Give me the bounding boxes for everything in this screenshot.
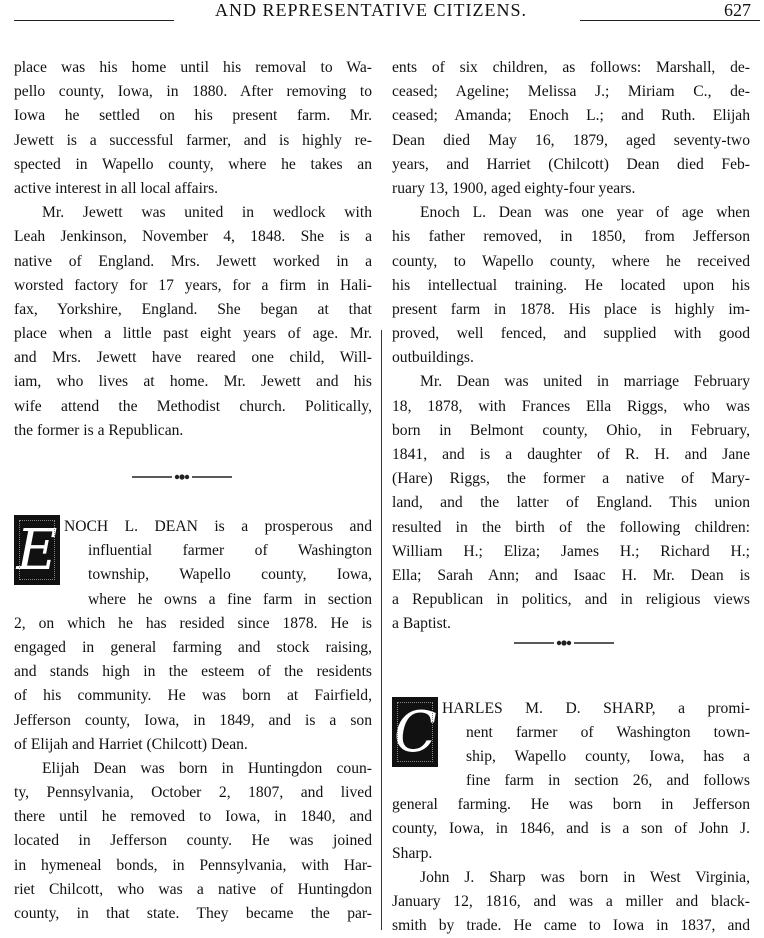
text-line: outbuildings. [392,349,474,367]
text-line: Iowa he settled on his present farm. Mr. [14,107,372,125]
text-line: his father removed, in 1850, from Jefferson [392,228,750,246]
column-divider [381,330,382,930]
running-title: AND REPRESENTATIVE CITIZENS. [215,0,528,20]
text-line: John J. Sharp was born in West Virginia, [420,868,750,886]
text-line: years, and Harriet (Chilcott) Dean died Feb- [392,155,750,173]
text-line: of Elijah and Harriet (Chilcott) Dean. [14,735,248,753]
text-line: a Baptist. [392,615,451,633]
text-line: fax, Yorkshire, England. She began at that [14,300,372,318]
text-line: place was his home until his removal to Wa- [14,59,372,76]
text-line: William H.; Eliza; James H.; Richard H.; [392,542,750,560]
text-line: Enoch L. Dean was one year of age when [420,204,750,222]
text-line: of his community. He was born at Fairfield, [14,687,372,705]
text-line: nent farmer of Washington town- [466,723,750,741]
enoch-dean-paragraph [14,515,372,612]
text-line: fine farm in section 26, and follows [466,772,750,790]
text-line: Ella; Sarah Ann; and Isaac H. Mr. Dean is [392,566,750,584]
text-line: place when a little past eight years of age. Mr. [14,325,372,343]
text-line: iam, who lives at home. Mr. Jewett and his [14,373,372,391]
text-line: pello county, Iowa, in 1880. After removing to [14,83,372,101]
text-line: Mr. Jewett was united in wedlock with [42,204,372,222]
text-line: there until he removed to Iowa, in 1840, and [14,808,372,826]
right-column [392,56,750,938]
text-line: active interest in all local affairs. [14,179,219,197]
text-line: smith by trade. He came to Iowa in 1837, and [392,917,750,935]
text-line: located in Jefferson county. He was joined [14,832,372,850]
text-line: engaged in general farming and stock raising, [14,638,372,656]
text-line: born in Belmont county, Ohio, in February, [392,421,750,439]
text-line: township, Wapello county, Iowa, [88,566,372,584]
text-line: 18, 1878, with Frances Ella Riggs, who was [392,397,750,415]
text-line: wife attend the Methodist church. Politically, [14,397,372,415]
text-line: Jewett is a successful farmer, and is highly re- [14,131,372,149]
text-line: present farm in 1878. His place is highly im- [392,300,750,318]
text-line: ceased; Ageline; Melissa J.; Miriam C., de- [392,83,750,101]
text-line: county, Iowa, in 1846, and is a son of John J. [392,820,750,838]
dropcap-e: E [14,515,60,585]
charles-sharp-paragraph [392,697,750,794]
text-line: Sharp. [392,844,433,862]
text-line: ceased; Amanda; Enoch L.; and Ruth. Elijah [392,107,750,125]
ornament-rule-icon [132,471,232,483]
text-line: ents of six children, as follows: Marshall, de- [392,59,750,76]
text-line: county, to Wapello county, where he received [392,252,750,270]
left-column [14,56,372,926]
page-header [0,0,764,24]
text-line: 2, on which he has resided since 1878. He is [14,614,372,632]
text-line: ruary 13, 1900, aged eighty-four years. [392,179,636,197]
text-line: native of England. Mrs. Jewett worked in a [14,252,372,270]
text-line: Jefferson county, Iowa, in 1849, and is a son [14,711,372,729]
dropcap-c: C [392,697,438,767]
text-line: 1841, and is a daughter of R. H. and Jane [392,446,750,463]
text-line: general farming. He was born in Jefferson [392,796,750,814]
text-line: county, in that state. They became the par- [14,905,372,922]
section-ornament [14,443,372,515]
text-line: and stands high in the esteem of the residents [14,663,372,681]
text-line: NOCH L. DEAN is a prosperous and [64,518,372,535]
text-line: influential farmer of Washington [88,542,372,560]
text-line: Elijah Dean was born in Huntingdon coun- [42,759,372,777]
text-line: (Hare) Riggs, the former a native of Mary- [392,470,750,488]
text-line: HARLES M. D. SHARP, a promi- [442,699,750,717]
text-line: proved, well fenced, and supplied with good [392,325,750,343]
text-line: his intellectual training. He located upon his [392,276,750,294]
text-line: Leah Jenkinson, November 4, 1848. She is a [14,228,372,246]
header-rule-left [14,20,174,21]
ornament-rule-icon [514,637,614,649]
text-line: riet Chilcott, who was a native of Huntingdon [14,880,372,898]
text-line: Mr. Dean was united in marriage February [420,373,750,391]
section-ornament [392,637,750,697]
text-line: January 12, 1816, and was a miller and black- [392,893,750,910]
page-number: 627 [724,0,751,20]
text-line: land, and the latter of England. This union [392,494,750,512]
text-line: spected in Wapello county, where he takes an [14,155,372,173]
text-line: ty, Pennsylvania, October 2, 1807, and lived [14,784,372,802]
text-line: the former is a Republican. [14,421,184,439]
text-line: ship, Wapello county, Iowa, has a [466,747,750,765]
text-line: and Mrs. Jewett have reared one child, Will- [14,349,372,367]
text-line: Dean died May 16, 1879, aged seventy-two [392,131,750,149]
text-line: in hymeneal bonds, in Pennsylvania, with Har- [14,856,372,874]
text-line: resulted in the birth of the following children: [392,518,750,536]
text-line: worsted factory for 17 years, for a firm in Hali- [14,276,372,294]
text-line: a Republican in politics, and in religious views [392,591,750,609]
text-line: where he owns a fine farm in section [88,590,372,608]
